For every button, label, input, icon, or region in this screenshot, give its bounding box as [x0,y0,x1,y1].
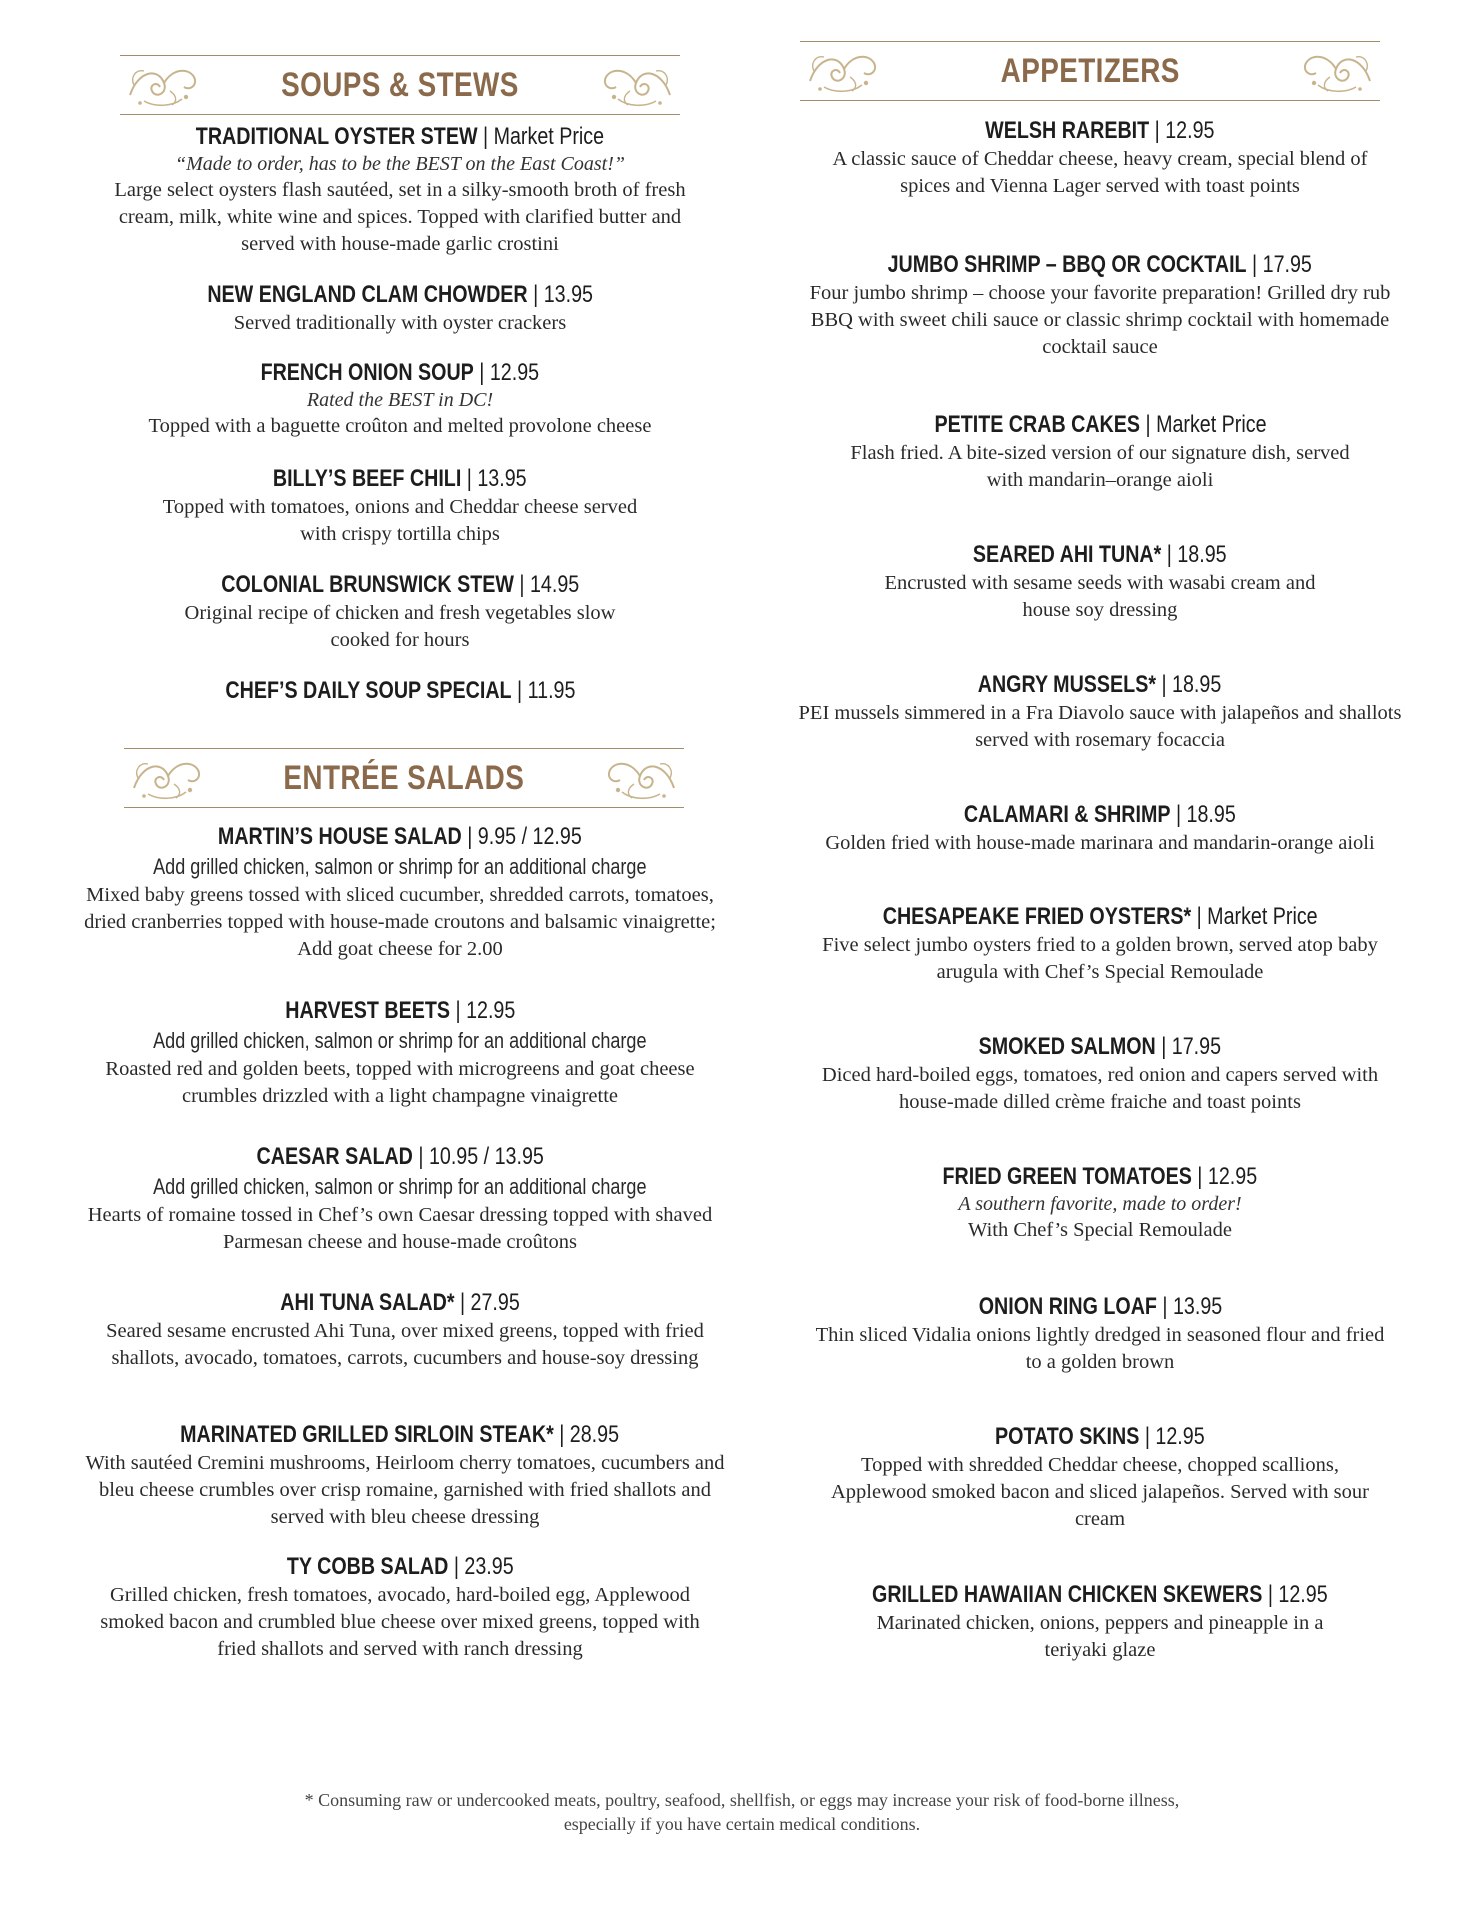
item-name: POTATO SKINS [995,1423,1140,1450]
price-separator: | [1267,1581,1274,1608]
price-separator: | [516,677,522,704]
item-price: Market Price [1155,411,1267,438]
price-separator: | [1252,251,1258,278]
price-separator: | [483,123,489,150]
menu-item-seared-ahi-tuna [780,540,1420,624]
item-name: MARINATED GRILLED SIRLOIN STEAK* [180,1421,555,1448]
menu-item-beef-chili [80,464,720,548]
item-description: Grilled chicken, fresh tomatoes, avocado, hard-boiled egg, Applewood smoked bacon and crumbled blue cheese over mixed greens, topped with fried shallots and served with ranch dressing [100,1584,700,1660]
salads-header [124,748,684,808]
item-description: Mixed baby greens tossed with sliced cucumber, shredded carrots, tomatoes, dried cranberries topped with house-made croutons and balsamic vinaigrette; Add goat cheese for 2.00 [84,884,716,960]
price-separator: | [459,1289,466,1316]
item-description: Thin sliced Vidalia onions lightly dredged in seasoned flour and fried to a golden brown [815,1324,1385,1373]
item-price: 12.95 [1278,1581,1328,1608]
item-description: Topped with tomatoes, onions and Cheddar cheese served with crispy tortilla chips [162,496,638,545]
price-separator: | [1144,411,1151,438]
item-price: 9.95 / 12.95 [477,823,582,850]
price-separator: | [467,823,473,850]
soups-header [120,55,680,115]
item-tagline: Rated the BEST in DC! [306,389,494,411]
item-name: CAESAR SALAD [256,1143,413,1170]
price-separator: | [467,465,473,492]
item-description: Four jumbo shrimp – choose your favorite preparation! Grilled dry rub BBQ with sweet chili sauce or classic shrimp cocktail with homemade cocktail sauce [809,282,1391,358]
menu-item-soup-special [80,676,720,706]
item-price: 17.95 [1262,251,1313,278]
menu-item-welsh-rarebit [780,116,1420,200]
item-price: 18.95 [1186,801,1236,828]
item-name: NEW ENGLAND CLAM CHOWDER [207,281,528,308]
item-description: Flash fried. A bite-sized version of our signature dish, served with mandarin–orange aioli [850,442,1350,491]
item-price: 18.95 [1172,671,1222,698]
item-price: 13.95 [1172,1293,1222,1320]
item-description: Roasted red and golden beets, topped with microgreens and goat cheese crumbles drizzled with a light champagne vinaigrette [105,1058,695,1107]
item-description: PEI mussels simmered in a Fra Diavolo sauce with jalapeños and shallots served with rosemary focaccia [798,702,1402,751]
header-rule [124,807,684,808]
item-description: With Chef’s Special Remoulade [968,1219,1232,1241]
price-separator: | [1176,801,1182,828]
flourish-right-icon [600,61,676,109]
price-separator: | [453,1553,459,1580]
item-price: 12.95 [465,997,516,1024]
item-name: CALAMARI & SHRIMP [964,801,1171,828]
menu-item-smoked-salmon [780,1032,1420,1116]
menu-item-ty-cobb-salad [80,1552,720,1663]
menu-item-crab-cakes [780,410,1420,494]
item-price: 17.95 [1171,1033,1222,1060]
item-name: AHI TUNA SALAD* [280,1289,455,1316]
menu-item-fried-green-tomatoes [780,1162,1420,1244]
item-price: Market Price [1206,903,1318,930]
item-tagline: A southern favorite, made to order! [958,1193,1242,1215]
menu-item-brunswick-stew [80,570,720,654]
menu-item-fried-oysters [780,902,1420,986]
item-price: 28.95 [570,1421,620,1448]
flourish-left-icon [124,61,200,109]
item-name: GRILLED HAWAIIAN CHICKEN SKEWERS [872,1581,1263,1608]
item-description: With sautéed Cremini mushrooms, Heirloom cherry tomatoes, cucumbers and bleu cheese crumbles over crisp romaine, garnished with fried shallots and served with bleu cheese dressing [85,1452,725,1528]
item-name: MARTIN’S HOUSE SALAD [218,823,462,850]
item-name: JUMBO SHRIMP – BBQ OR COCKTAIL [887,251,1247,278]
item-price: Market Price [493,123,605,150]
item-price: 12.95 [1165,117,1215,144]
health-disclaimer: * Consuming raw or undercooked meats, poultry, seafood, shellfish, or eggs may increase your risk of food-borne illness, especially if you have certain medical conditions. [304,1790,1180,1834]
item-name: ANGRY MUSSELS* [978,671,1157,698]
price-separator: | [559,1421,565,1448]
item-description: Diced hard-boiled eggs, tomatoes, red onion and capers served with house-made dilled crème fraiche and toast points [821,1064,1379,1113]
price-separator: | [1197,1163,1203,1190]
price-separator: | [1161,1293,1168,1320]
item-description: Topped with shredded Cheddar cheese, chopped scallions, Applewood smoked bacon and sliced jalapeños. Served with sour cream [830,1454,1369,1530]
menu-item-harvest-beets [80,996,720,1110]
item-name: WELSH RAREBIT [985,117,1150,144]
menu-item-clam-chowder [80,280,720,337]
menu-item-sirloin-steak [80,1420,725,1531]
header-rule [800,100,1380,101]
soups-title: SOUPS & STEWS [281,65,519,104]
item-price: 12.95 [490,359,540,386]
item-name: TY COBB SALAD [286,1553,449,1580]
price-separator: | [1161,671,1168,698]
item-description: Large select oysters flash sautéed, set in a silky-smooth broth of fresh cream, milk, white wine and spices. Topped with clarified butter and served with house-made garlic crostini [114,179,686,255]
menu-item-jumbo-shrimp [780,250,1420,361]
item-price: 10.95 / 13.95 [428,1143,544,1170]
item-addon: Add grilled chicken, salmon or shrimp for an additional charge [153,1174,647,1199]
flourish-left-icon [128,754,204,802]
item-description: A classic sauce of Cheddar cheese, heavy cream, special blend of spices and Vienna Lager served with toast points [832,148,1368,197]
item-price: 12.95 [1208,1163,1258,1190]
item-name: ONION RING LOAF [978,1293,1157,1320]
item-addon: Add grilled chicken, salmon or shrimp for an additional charge [153,1028,647,1053]
item-description: Encrusted with sesame seeds with wasabi cream and house soy dressing [884,572,1316,621]
item-name: HARVEST BEETS [284,997,450,1024]
price-separator: | [1161,1033,1167,1060]
item-addon: Add grilled chicken, salmon or shrimp for an additional charge [153,854,647,879]
item-name: BILLY’S BEEF CHILI [273,465,462,492]
menu-item-potato-skins [780,1422,1420,1533]
appetizers-title: APPETIZERS [1000,51,1180,90]
flourish-right-icon [604,754,680,802]
price-separator: | [418,1143,424,1170]
item-description: Topped with a baguette croûton and melted provolone cheese [148,415,652,437]
item-name: CHESAPEAKE FRIED OYSTERS* [882,903,1191,930]
item-description: Golden fried with house-made marinara and mandarin-orange aioli [825,832,1375,854]
menu-item-house-salad [80,822,720,963]
item-price: 18.95 [1177,541,1227,568]
item-price: 14.95 [529,571,579,598]
item-description: Seared sesame encrusted Ahi Tuna, over mixed greens, topped with fried shallots, avocado, tomatoes, carrots, cucumbers and house-soy dressing [106,1320,704,1369]
header-rule [124,748,684,749]
menu-item-hawaiian-chicken [780,1580,1420,1664]
item-description: Served traditionally with oyster crackers [233,312,567,334]
item-name: PETITE CRAB CAKES [933,411,1140,438]
item-price: 12.95 [1155,1423,1205,1450]
item-price: 13.95 [543,281,593,308]
item-name: SMOKED SALMON [978,1033,1156,1060]
price-separator: | [532,281,539,308]
item-description: Five select jumbo oysters fried to a golden brown, served atop baby arugula with Chef’s Special Remoulade [822,934,1378,983]
price-separator: | [1154,117,1160,144]
item-tagline: “Made to order, has to be the BEST on the East Coast!” [175,153,625,175]
flourish-right-icon [1300,47,1376,95]
item-name: FRENCH ONION SOUP [260,359,474,386]
item-price: 23.95 [464,1553,514,1580]
menu-item-oyster-stew [80,122,720,258]
item-name: SEARED AHI TUNA* [973,541,1162,568]
item-name: COLONIAL BRUNSWICK STEW [221,571,514,598]
price-separator: | [519,571,525,598]
price-separator: | [455,997,461,1024]
menu-item-calamari-shrimp [780,800,1420,857]
header-rule [120,114,680,115]
item-description: Marinated chicken, onions, peppers and pineapple in a teriyaki glaze [876,1612,1324,1661]
salads-title: ENTRÉE SALADS [283,758,525,797]
menu-item-ahi-tuna-salad [80,1288,720,1372]
price-separator: | [1196,903,1202,930]
menu-item-onion-ring-loaf [780,1292,1420,1376]
item-name: CHEF’S DAILY SOUP SPECIAL [224,677,512,704]
item-description: Original recipe of chicken and fresh vegetables slow cooked for hours [184,602,616,651]
item-name: TRADITIONAL OYSTER STEW [195,123,478,150]
item-price: 27.95 [470,1289,520,1316]
price-separator: | [1167,541,1173,568]
appetizers-header [800,41,1380,101]
item-name: FRIED GREEN TOMATOES [942,1163,1192,1190]
header-rule [800,41,1380,42]
price-separator: | [479,359,485,386]
menu-item-caesar-salad [80,1142,720,1256]
flourish-left-icon [804,47,880,95]
menu-item-french-onion [80,358,720,440]
price-separator: | [1144,1423,1151,1450]
header-rule [120,55,680,56]
item-price: 13.95 [477,465,527,492]
item-description: Hearts of romaine tossed in Chef’s own Caesar dressing topped with shaved Parmesan cheese and house-made croûtons [87,1204,713,1253]
item-price: 11.95 [527,677,576,704]
menu-item-angry-mussels [780,670,1420,754]
